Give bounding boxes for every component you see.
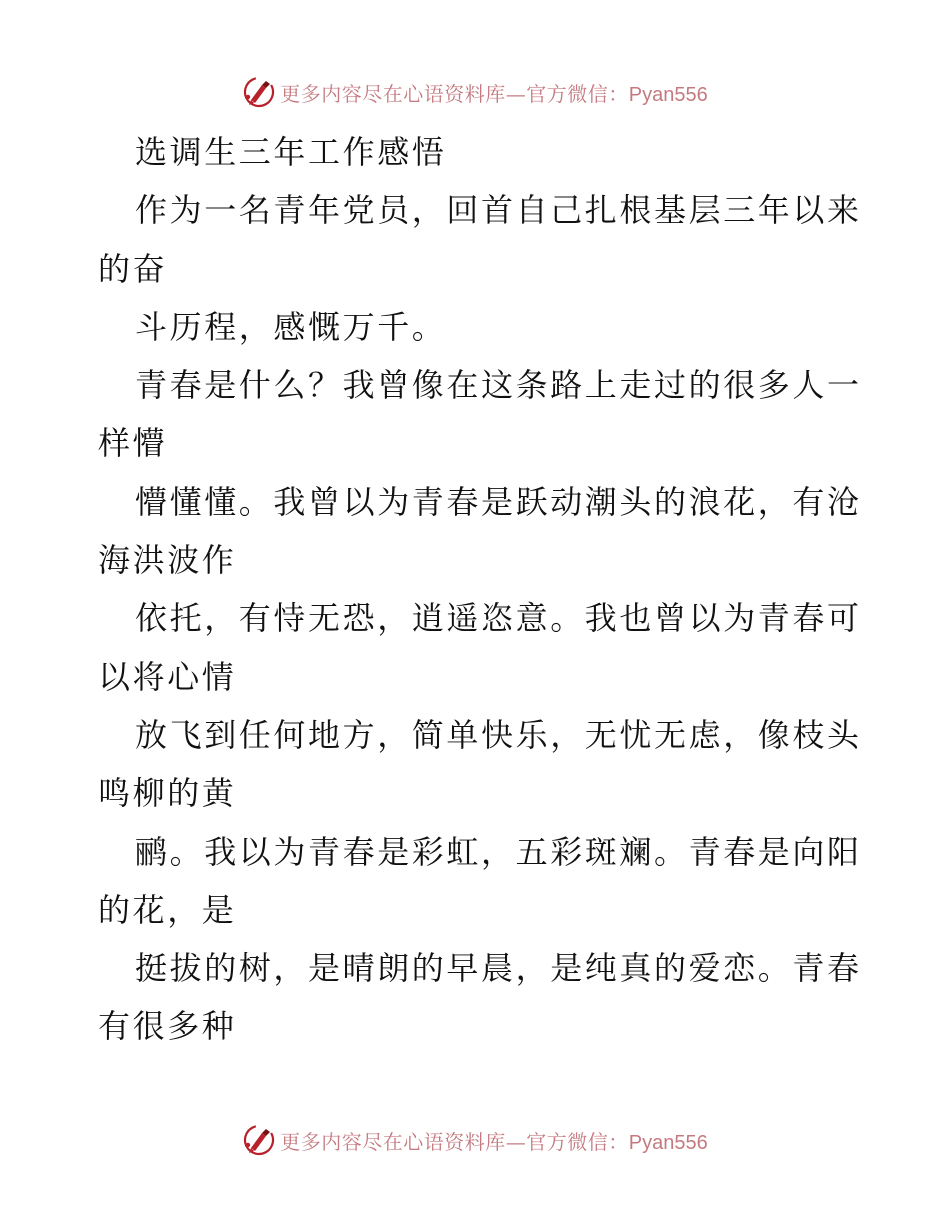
text-line: 海洪波作 (98, 541, 237, 580)
text-line: 作为一名青年党员，回首自己扎根基层三年以来 (135, 191, 862, 230)
header-banner[interactable] (0, 72, 950, 112)
pen-logo-icon (242, 1123, 276, 1157)
text-line: 放飞到任何地方，简单快乐，无忧无虑，像枝头 (135, 715, 862, 754)
text-line: 青春是什么？我曾像在这条路上走过的很多人一 (135, 366, 862, 405)
text-line: 鹂。我以为青春是彩虹，五彩斑斓。青春是向阳 (135, 832, 862, 871)
text-line: 挺拔的树，是晴朗的早晨，是纯真的爱恋。青春 (135, 949, 862, 988)
header-banner-label: 更多内容尽在心语资料库—官方微信： (280, 81, 629, 106)
text-line: 的奋 (98, 249, 168, 288)
pen-logo-icon (242, 75, 276, 109)
text-line: 斗历程，感慨万千。 (135, 307, 447, 346)
footer-banner[interactable] (0, 1120, 950, 1160)
text-line: 懵懂懂。我曾以为青春是跃动潮头的浪花，有沧 (135, 482, 862, 521)
text-line: 的花，是 (98, 890, 237, 929)
footer-wechat-id: Pyan556 (628, 1131, 708, 1154)
text-line: 依托，有恃无恐，逍遥恣意。我也曾以为青春可 (135, 599, 862, 638)
text-line: 样懵 (98, 424, 168, 463)
document-body (98, 123, 862, 1056)
header-wechat-id: Pyan556 (628, 83, 708, 106)
footer-banner-text (280, 1126, 707, 1155)
text-line: 有很多种 (98, 1007, 237, 1046)
header-banner-text (280, 78, 707, 107)
footer-banner-label: 更多内容尽在心语资料库—官方微信： (280, 1129, 629, 1154)
document-title: 选调生三年工作感悟 (135, 133, 447, 171)
text-line: 鸣柳的黄 (98, 774, 237, 813)
text-line: 以将心情 (98, 657, 237, 696)
